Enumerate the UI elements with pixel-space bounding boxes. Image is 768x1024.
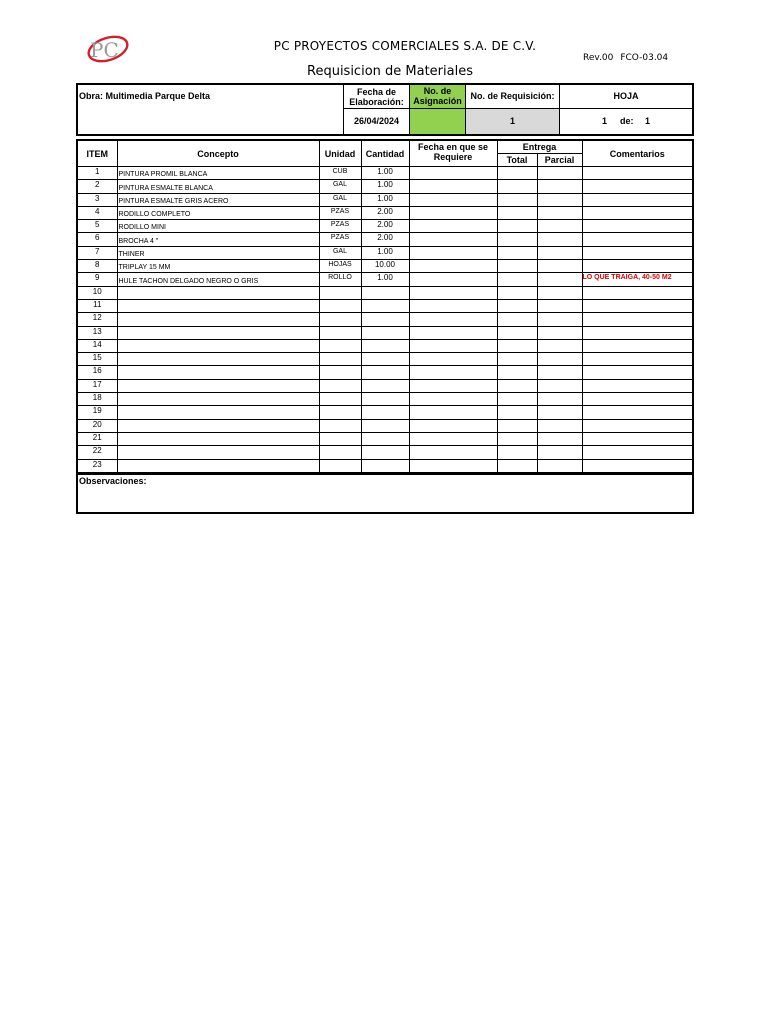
entrega-parcial-cell	[537, 459, 582, 472]
item-cell: 6	[78, 233, 117, 246]
hoja-value	[560, 109, 692, 134]
cantidad-cell: 1.00	[361, 246, 409, 259]
entrega-total-cell	[497, 233, 537, 246]
fecha-requiere-cell	[409, 246, 497, 259]
cantidad-cell: 1.00	[361, 273, 409, 286]
concepto-cell	[117, 432, 319, 445]
fecha-requiere-cell	[409, 459, 497, 472]
unidad-cell: CUB	[319, 167, 361, 180]
unidad-cell	[319, 379, 361, 392]
hoja-de-label: de:	[620, 116, 634, 126]
item-cell: 20	[78, 419, 117, 432]
entrega-total-cell	[497, 379, 537, 392]
entrega-total-cell	[497, 353, 537, 366]
concepto-cell: RODILLO MINI	[117, 220, 319, 233]
col-header-fecha-requiere: Fecha en que se Requiere	[409, 141, 497, 167]
entrega-parcial-cell	[537, 273, 582, 286]
table-row	[78, 446, 692, 459]
concepto-cell	[117, 286, 319, 299]
cantidad-cell	[361, 406, 409, 419]
concepto-cell	[117, 313, 319, 326]
cantidad-cell	[361, 366, 409, 379]
item-cell: 17	[78, 379, 117, 392]
table-row	[78, 299, 692, 312]
entrega-total-cell	[497, 193, 537, 206]
concepto-cell	[117, 446, 319, 459]
comentario-cell	[582, 286, 692, 299]
unidad-cell: GAL	[319, 193, 361, 206]
item-cell: 12	[78, 313, 117, 326]
cantidad-cell: 2.00	[361, 206, 409, 219]
revision-info	[583, 53, 675, 63]
entrega-parcial-cell	[537, 326, 582, 339]
comentario-cell: LO QUE TRAIGA, 40-50 M2	[582, 273, 692, 286]
concepto-cell: PINTURA ESMALTE GRIS ACERO	[117, 193, 319, 206]
unidad-cell	[319, 459, 361, 472]
item-cell: 23	[78, 459, 117, 472]
cantidad-cell: 2.00	[361, 220, 409, 233]
item-cell: 13	[78, 326, 117, 339]
unidad-cell	[319, 313, 361, 326]
unidad-cell	[319, 326, 361, 339]
cantidad-cell	[361, 419, 409, 432]
entrega-parcial-cell	[537, 286, 582, 299]
logo-lettering: PC	[90, 38, 119, 62]
col-header-total: Total	[497, 154, 537, 167]
entrega-total-cell	[497, 273, 537, 286]
concepto-cell	[117, 326, 319, 339]
fecha-requiere-cell	[409, 313, 497, 326]
fecha-requiere-cell	[409, 299, 497, 312]
comentario-cell	[582, 406, 692, 419]
table-row	[78, 353, 692, 366]
entrega-total-cell	[497, 180, 537, 193]
table-row	[78, 167, 692, 180]
concepto-cell: HULE TACHON DELGADO NEGRO O GRIS	[117, 273, 319, 286]
item-cell: 14	[78, 339, 117, 352]
table-row	[78, 406, 692, 419]
col-header-parcial: Parcial	[537, 154, 582, 167]
concepto-cell	[117, 299, 319, 312]
cantidad-cell	[361, 353, 409, 366]
requisicion-label: No. de Requisición:	[466, 85, 560, 109]
table-row	[78, 260, 692, 273]
unidad-cell	[319, 286, 361, 299]
concepto-cell	[117, 419, 319, 432]
entrega-parcial-cell	[537, 432, 582, 445]
concepto-cell: BROCHA 4 "	[117, 233, 319, 246]
unidad-cell: PZAS	[319, 220, 361, 233]
item-cell: 19	[78, 406, 117, 419]
unidad-cell	[319, 406, 361, 419]
entrega-total-cell	[497, 326, 537, 339]
entrega-parcial-cell	[537, 246, 582, 259]
entrega-total-cell	[497, 246, 537, 259]
cantidad-cell: 2.00	[361, 233, 409, 246]
comentario-cell	[582, 299, 692, 312]
unidad-cell: GAL	[319, 246, 361, 259]
observaciones-field: Observaciones:	[78, 473, 692, 512]
entrega-parcial-cell	[537, 220, 582, 233]
entrega-total-cell	[497, 206, 537, 219]
table-row	[78, 339, 692, 352]
cantidad-cell	[361, 393, 409, 406]
unidad-cell	[319, 419, 361, 432]
fecha-requiere-cell	[409, 260, 497, 273]
item-cell: 1	[78, 167, 117, 180]
materials-table-container	[76, 139, 694, 514]
comentario-cell	[582, 419, 692, 432]
entrega-parcial-cell	[537, 233, 582, 246]
entrega-total-cell	[497, 406, 537, 419]
col-header-unidad: Unidad	[319, 141, 361, 167]
comentario-cell	[582, 379, 692, 392]
col-header-comentarios: Comentarios	[582, 141, 692, 167]
comentario-cell	[582, 339, 692, 352]
cantidad-cell	[361, 379, 409, 392]
concepto-cell	[117, 353, 319, 366]
hoja-label: HOJA	[560, 85, 692, 109]
concepto-cell	[117, 339, 319, 352]
entrega-parcial-cell	[537, 313, 582, 326]
fecha-requiere-cell	[409, 220, 497, 233]
col-header-entrega: Entrega	[497, 141, 582, 154]
cantidad-cell	[361, 326, 409, 339]
table-row	[78, 366, 692, 379]
item-cell: 11	[78, 299, 117, 312]
comentario-cell	[582, 260, 692, 273]
company-name: PC PROYECTOS COMERCIALES S.A. DE C.V.	[273, 39, 537, 53]
table-row	[78, 180, 692, 193]
cantidad-cell	[361, 313, 409, 326]
entrega-total-cell	[497, 286, 537, 299]
entrega-parcial-cell	[537, 180, 582, 193]
revision-number: Rev.00	[583, 53, 614, 63]
col-header-item: ITEM	[78, 141, 117, 167]
concepto-cell	[117, 379, 319, 392]
table-row	[78, 220, 692, 233]
entrega-total-cell	[497, 299, 537, 312]
cantidad-cell: 1.00	[361, 167, 409, 180]
fecha-requiere-cell	[409, 206, 497, 219]
entrega-total-cell	[497, 366, 537, 379]
fecha-requiere-cell	[409, 180, 497, 193]
comentario-cell	[582, 220, 692, 233]
entrega-parcial-cell	[537, 419, 582, 432]
comentario-cell	[582, 193, 692, 206]
entrega-parcial-cell	[537, 406, 582, 419]
unidad-cell: PZAS	[319, 206, 361, 219]
unidad-cell	[319, 299, 361, 312]
cantidad-cell: 1.00	[361, 193, 409, 206]
concepto-cell: PINTURA ESMALTE BLANCA	[117, 180, 319, 193]
entrega-parcial-cell	[537, 379, 582, 392]
table-row	[78, 393, 692, 406]
fecha-requiere-cell	[409, 353, 497, 366]
requisicion-value: 1	[466, 109, 560, 134]
table-row	[78, 432, 692, 445]
item-cell: 2	[78, 180, 117, 193]
entrega-parcial-cell	[537, 393, 582, 406]
item-cell: 3	[78, 193, 117, 206]
fecha-requiere-cell	[409, 406, 497, 419]
document-title: Requisicion de Materiales	[307, 64, 473, 79]
header-block	[76, 83, 694, 136]
comentario-cell	[582, 353, 692, 366]
unidad-cell: GAL	[319, 180, 361, 193]
cantidad-cell: 10.00	[361, 260, 409, 273]
comentario-cell	[582, 459, 692, 472]
comentario-cell	[582, 366, 692, 379]
fecha-requiere-cell	[409, 446, 497, 459]
cantidad-cell	[361, 459, 409, 472]
concepto-cell: TRIPLAY 15 MM	[117, 260, 319, 273]
item-cell: 22	[78, 446, 117, 459]
materials-table	[78, 141, 692, 473]
fecha-requiere-cell	[409, 339, 497, 352]
comentario-cell	[582, 393, 692, 406]
unidad-cell	[319, 446, 361, 459]
entrega-parcial-cell	[537, 206, 582, 219]
entrega-total-cell	[497, 419, 537, 432]
fecha-requiere-cell	[409, 366, 497, 379]
concepto-cell	[117, 459, 319, 472]
asignacion-label: No. de Asignación	[410, 85, 466, 109]
asignacion-value	[410, 109, 466, 134]
fecha-requiere-cell	[409, 326, 497, 339]
entrega-total-cell	[497, 260, 537, 273]
fecha-requiere-cell	[409, 286, 497, 299]
concepto-cell: PINTURA PROMIL BLANCA	[117, 167, 319, 180]
item-cell: 5	[78, 220, 117, 233]
col-header-concepto: Concepto	[117, 141, 319, 167]
item-cell: 15	[78, 353, 117, 366]
fecha-requiere-cell	[409, 233, 497, 246]
comentario-cell	[582, 446, 692, 459]
comentario-cell	[582, 326, 692, 339]
entrega-total-cell	[497, 339, 537, 352]
table-row	[78, 459, 692, 472]
cantidad-cell	[361, 299, 409, 312]
unidad-cell: PZAS	[319, 233, 361, 246]
fecha-elaboracion-label: Fecha de Elaboración:	[344, 85, 410, 109]
table-row	[78, 326, 692, 339]
fecha-requiere-cell	[409, 379, 497, 392]
table-row	[78, 193, 692, 206]
cantidad-cell: 1.00	[361, 180, 409, 193]
hoja-total: 1	[645, 116, 651, 126]
entrega-total-cell	[497, 393, 537, 406]
table-row	[78, 379, 692, 392]
entrega-parcial-cell	[537, 299, 582, 312]
entrega-parcial-cell	[537, 193, 582, 206]
unidad-cell	[319, 353, 361, 366]
entrega-total-cell	[497, 459, 537, 472]
fecha-requiere-cell	[409, 419, 497, 432]
table-row	[78, 419, 692, 432]
hoja-number: 1	[602, 116, 608, 126]
comentario-cell	[582, 206, 692, 219]
fecha-elaboracion-value: 26/04/2024	[344, 109, 410, 134]
unidad-cell	[319, 393, 361, 406]
item-cell: 21	[78, 432, 117, 445]
item-cell: 10	[78, 286, 117, 299]
table-row	[78, 246, 692, 259]
materials-rows	[78, 167, 692, 473]
concepto-cell: RODILLO COMPLETO	[117, 206, 319, 219]
entrega-total-cell	[497, 167, 537, 180]
table-row	[78, 233, 692, 246]
entrega-parcial-cell	[537, 446, 582, 459]
comentario-cell	[582, 246, 692, 259]
fecha-requiere-cell	[409, 393, 497, 406]
cantidad-cell	[361, 446, 409, 459]
unidad-cell	[319, 432, 361, 445]
fecha-requiere-cell	[409, 167, 497, 180]
entrega-parcial-cell	[537, 260, 582, 273]
fecha-requiere-cell	[409, 273, 497, 286]
item-cell: 4	[78, 206, 117, 219]
entrega-parcial-cell	[537, 353, 582, 366]
item-cell: 7	[78, 246, 117, 259]
entrega-parcial-cell	[537, 366, 582, 379]
entrega-total-cell	[497, 432, 537, 445]
unidad-cell	[319, 339, 361, 352]
entrega-parcial-cell	[537, 339, 582, 352]
entrega-total-cell	[497, 220, 537, 233]
entrega-total-cell	[497, 313, 537, 326]
item-cell: 18	[78, 393, 117, 406]
comentario-cell	[582, 313, 692, 326]
unidad-cell: ROLLO	[319, 273, 361, 286]
item-cell: 9	[78, 273, 117, 286]
entrega-total-cell	[497, 446, 537, 459]
col-header-cantidad: Cantidad	[361, 141, 409, 167]
item-cell: 16	[78, 366, 117, 379]
table-row	[78, 286, 692, 299]
concepto-cell: THINER	[117, 246, 319, 259]
comentario-cell	[582, 167, 692, 180]
table-row	[78, 313, 692, 326]
concepto-cell	[117, 393, 319, 406]
item-cell: 8	[78, 260, 117, 273]
concepto-cell	[117, 406, 319, 419]
comentario-cell	[582, 432, 692, 445]
fecha-requiere-cell	[409, 432, 497, 445]
fecha-requiere-cell	[409, 193, 497, 206]
comentario-cell	[582, 233, 692, 246]
entrega-parcial-cell	[537, 167, 582, 180]
concepto-cell	[117, 366, 319, 379]
table-row	[78, 273, 692, 286]
unidad-cell: HOJAS	[319, 260, 361, 273]
table-row	[78, 206, 692, 219]
cantidad-cell	[361, 286, 409, 299]
unidad-cell	[319, 366, 361, 379]
comentario-cell	[582, 180, 692, 193]
cantidad-cell	[361, 339, 409, 352]
obra-field: Obra: Multimedia Parque Delta	[78, 85, 344, 134]
cantidad-cell	[361, 432, 409, 445]
form-code: FCO-03.04	[620, 53, 669, 63]
